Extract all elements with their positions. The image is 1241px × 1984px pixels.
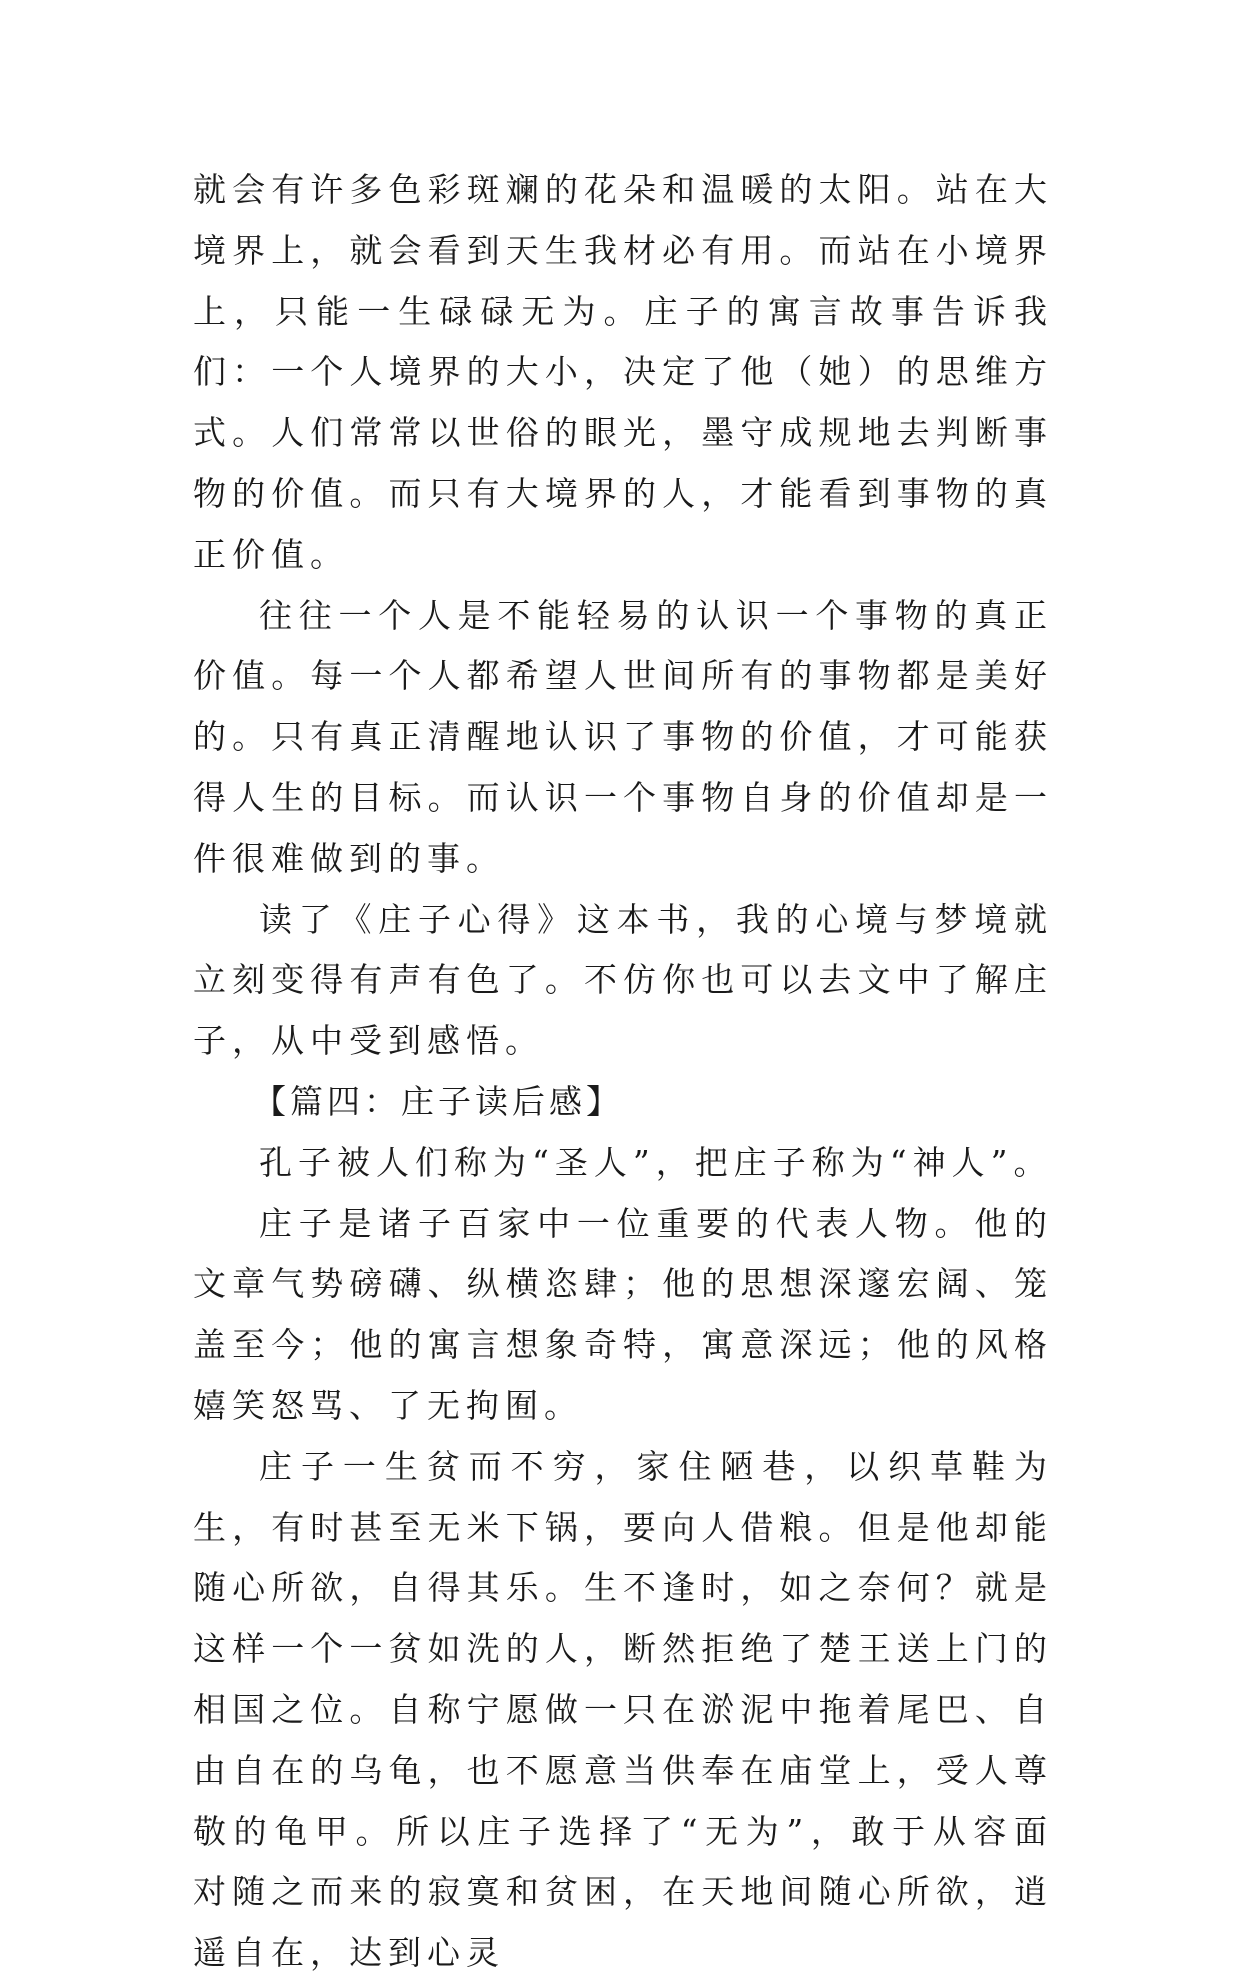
paragraph: 就会有许多色彩斑斓的花朵和温暖的太阳。站在大境界上，就会看到天生我材必有用。而站在小境界上，只能一生碌碌无为。庄子的寓言故事告诉我们：一个人境界的大小，决定了他（她）的思维方式。人们常常以世俗的眼光，墨守成规地去判断事物的价值。而只有大境界的人，才能看到事物的真正价值。 xyxy=(193,170,1053,574)
paragraph: 读了《庄子心得》这本书，我的心境与梦境就立刻变得有声有色了。不仿你也可以去文中了解庄子，从中受到感悟。 xyxy=(193,899,1053,1061)
paragraph: 往往一个人是不能轻易的认识一个事物的真正价值。每一个人都希望人世间所有的事物都是美好的。只有真正清醒地认识了事物的价值，才可能获得人生的目标。而认识一个事物自身的价值却是一件很难做到的事。 xyxy=(193,595,1053,878)
paragraph: 孔子被人们称为“圣人”，把庄子称为“神人”。 xyxy=(259,1142,1053,1182)
section-heading: 【篇四：庄子读后感】 xyxy=(253,1081,623,1121)
paragraph: 庄子一生贫而不穷，家住陋巷，以织草鞋为生，有时甚至无米下锅，要向人借粮。但是他却能随心所欲，自得其乐。生不逢时，如之奈何？就是这样一个一贫如洗的人，断然拒绝了楚王送上门的相国之位。自称宁愿做一只在淤泥中拖着尾巴、自由自在的乌龟，也不愿意当供奉在庙堂上，受人尊敬的龟甲。所以庄子选择了“无为”，敢于从容面对随之而来的寂寞和贫困，在天地间随心所欲，逍遥自在，达到心灵 xyxy=(193,1446,1053,1973)
paragraph: 庄子是诸子百家中一位重要的代表人物。他的文章气势磅礴、纵横恣肆；他的思想深邃宏阔、笼盖至今；他的寓言想象奇特，寓意深远；他的风格嬉笑怒骂、了无拘囿。 xyxy=(193,1203,1053,1425)
document-body xyxy=(193,160,1053,1984)
